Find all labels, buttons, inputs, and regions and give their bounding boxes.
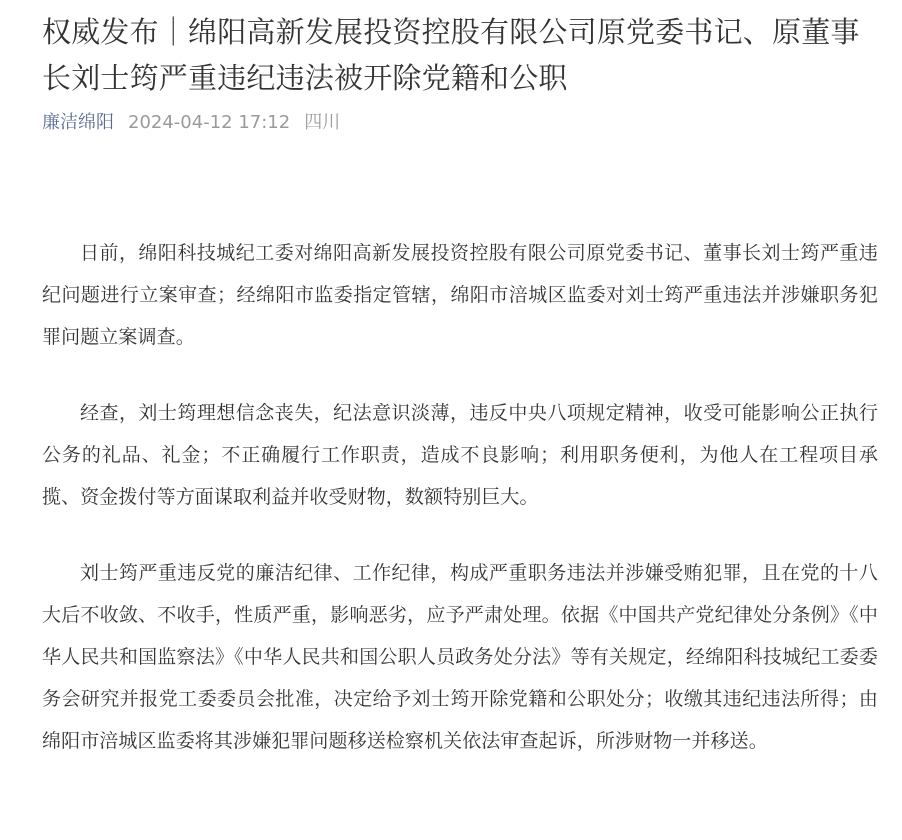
article-body [42, 232, 878, 762]
publish-datetime: 2024-04-12 17:12 [128, 112, 291, 133]
publish-location: 四川 [304, 112, 341, 133]
article-title: 权威发布｜绵阳高新发展投资控股有限公司原党委书记、原董事长刘士筠严重违纪违法被开除党籍和公职 [42, 15, 860, 95]
paragraph-3: 刘士筠严重违反党的廉洁纪律、工作纪律，构成严重职务违法并涉嫌受贿犯罪，且在党的十八大后不收敛、不收手，性质严重，影响恶劣，应予严肃处理。依据《中国共产党纪律处分条例》《中华人民共和国监察法》《中华人民共和国公职人员政务处分法》等有关规定，经绵阳科技城纪工委委务会研究并报党工委委员会批准，决定给予刘士筠开除党籍和公职处分；收缴其违纪违法所得；由绵阳市涪城区监委将其涉嫌犯罪问题移送检察机关依法审查起诉，所涉财物一并移送。 [42, 562, 878, 752]
article-meta [42, 110, 878, 136]
paragraph-2: 经查，刘士筠理想信念丧失，纪法意识淡薄，违反中央八项规定精神，收受可能影响公正执行公务的礼品、礼金；不正确履行工作职责，造成不良影响；利用职务便利，为他人在工程项目承揽、资金拨付等方面谋取利益并收受财物，数额特别巨大。 [42, 402, 878, 508]
paragraph-1: 日前，绵阳科技城纪工委对绵阳高新发展投资控股有限公司原党委书记、董事长刘士筠严重违纪问题进行立案审查；经绵阳市监委指定管辖，绵阳市涪城区监委对刘士筠严重违法并涉嫌职务犯罪问题立案调查。 [42, 242, 878, 348]
account-name-link[interactable]: 廉洁绵阳 [42, 112, 114, 133]
